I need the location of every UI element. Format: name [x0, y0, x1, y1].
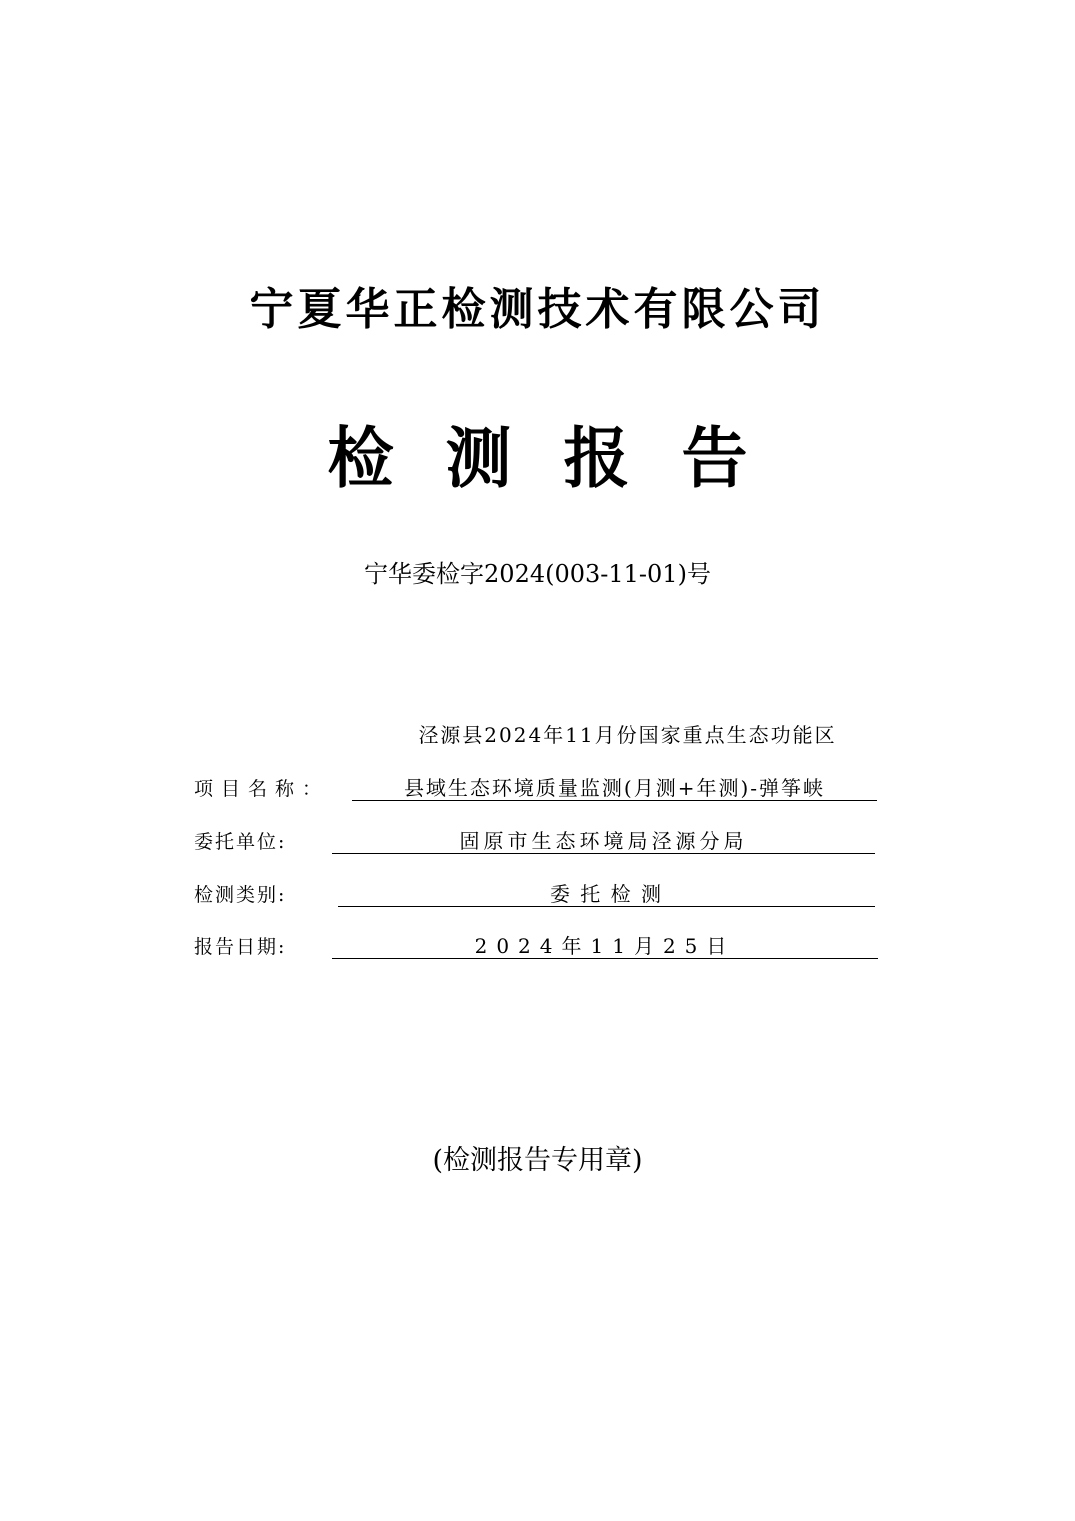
report-number: 宁华委检字2024(003-11-01)号: [364, 560, 711, 588]
report-date-value: 2024年11月25日: [474, 934, 736, 958]
report-date-underline: [332, 958, 878, 959]
project-name-value-line2: 县域生态环境质量监测(月测+年测)-弹筝峡: [403, 776, 826, 800]
project-name-value-line1: 泾源县2024年11月份国家重点生态功能区: [418, 723, 837, 747]
report-date-label: 报告日期:: [194, 936, 287, 958]
test-type-value: 委 托 检 测: [549, 882, 664, 906]
report-title: 检测报告: [327, 419, 800, 497]
project-name-underline: [352, 800, 877, 801]
client-label: 委托单位:: [194, 831, 287, 853]
test-type-label: 检测类别:: [194, 884, 287, 906]
client-underline: [332, 853, 875, 854]
stamp-note: (检测报告专用章): [432, 1145, 643, 1176]
client-value: 固原市生态环境局泾源分局: [459, 829, 748, 853]
project-name-label: 项目名称：: [194, 778, 330, 800]
test-type-underline: [338, 906, 875, 907]
company-name: 宁夏华正检测技术有限公司: [249, 284, 826, 335]
